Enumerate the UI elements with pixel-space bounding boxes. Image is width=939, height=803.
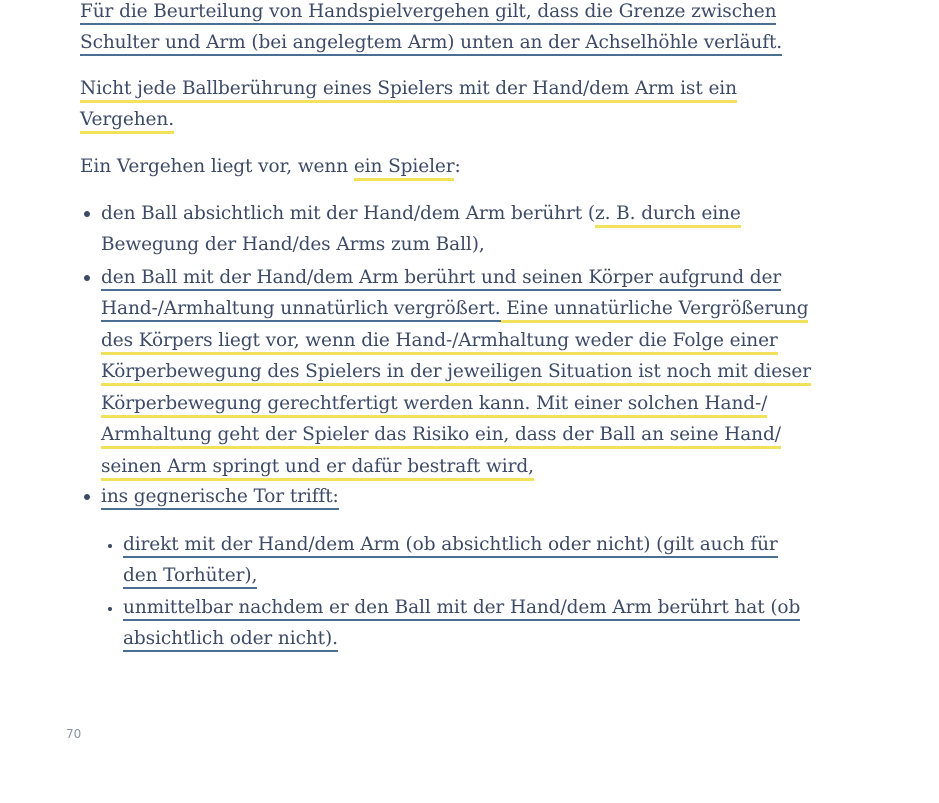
bullet-2-line-2 — [101, 297, 808, 321]
sub-bullet-2-line-1 — [123, 596, 800, 620]
underlined-text: direkt mit der Hand/dem Arm (ob absichtlich oder nicht) (gilt auch für — [123, 534, 778, 558]
underlined-text: absichtlich oder nicht). — [123, 628, 338, 652]
highlighted-text: Körperbewegung gerechtfertigt werden kann. Mit einer solchen Hand-/ — [101, 393, 767, 418]
sub-bullet-1-line-2 — [123, 564, 257, 588]
paragraph-1-line-2 — [80, 31, 782, 55]
underlined-text: den Ball mit der Hand/dem Arm berührt und seinen Körper aufgrund der — [101, 267, 781, 291]
sub-bullet-point — [108, 607, 112, 611]
bullet-2-line-3 — [101, 329, 778, 353]
highlighted-text: des Körpers liegt vor, wenn die Hand-/Armhaltung weder die Folge einer — [101, 330, 778, 355]
plain-text: Bewegung der Hand/des Arms zum Ball), — [101, 234, 485, 255]
bullet-3-line-1 — [101, 485, 339, 509]
underlined-text: Hand-/Armhaltung unnatürlich vergrößert. — [101, 298, 501, 322]
bullet-2-line-6 — [101, 423, 781, 447]
paragraph-2-line-2 — [80, 108, 174, 132]
highlighted-text: Vergehen. — [80, 109, 174, 134]
highlighted-text: seinen Arm springt und er dafür bestraft wird, — [101, 456, 534, 481]
underlined-text: Für die Beurteilung von Handspielvergehen gilt, dass die Grenze zwischen — [80, 1, 776, 25]
bullet-point — [84, 211, 90, 217]
plain-text: Ein Vergehen liegt vor, wenn — [80, 156, 354, 177]
paragraph-1-line-1 — [80, 0, 776, 24]
sub-bullet-1-line-1 — [123, 533, 778, 557]
bullet-point — [84, 494, 90, 500]
underlined-text: ins gegnerische Tor trifft: — [101, 486, 339, 510]
highlighted-text: Körperbewegung des Spielers in der jeweiligen Situation ist noch mit dieser — [101, 361, 811, 386]
bullet-1-line-1 — [101, 202, 741, 226]
highlighted-text: ein Spieler — [354, 156, 455, 181]
plain-text: : — [454, 156, 461, 177]
highlighted-text: z. B. durch eine — [595, 203, 741, 228]
bullet-1-line-2 — [101, 233, 485, 257]
sub-bullet-point — [108, 544, 112, 548]
sub-bullet-2-line-2 — [123, 627, 338, 651]
bullet-2-line-4 — [101, 360, 811, 384]
underlined-text: den Torhüter), — [123, 565, 257, 589]
page-number: 70 — [66, 727, 82, 741]
paragraph-2-line-1 — [80, 77, 737, 101]
plain-text: den Ball absichtlich mit der Hand/dem Arm berührt ( — [101, 203, 595, 224]
paragraph-3 — [80, 155, 461, 179]
highlighted-text: Eine unnatürliche Vergrößerung — [501, 298, 809, 323]
underlined-text: unmittelbar nachdem er den Ball mit der Hand/dem Arm berührt hat (ob — [123, 597, 800, 621]
underlined-text: Schulter und Arm (bei angelegtem Arm) unten an der Achselhöhle verläuft. — [80, 32, 782, 56]
highlighted-text: Armhaltung geht der Spieler das Risiko ein, dass der Ball an seine Hand/ — [101, 424, 781, 449]
bullet-point — [84, 275, 90, 281]
bullet-2-line-1 — [101, 266, 781, 290]
bullet-2-line-7 — [101, 455, 534, 479]
highlighted-text: Nicht jede Ballberührung eines Spielers mit der Hand/dem Arm ist ein — [80, 78, 737, 103]
bullet-2-line-5 — [101, 392, 767, 416]
